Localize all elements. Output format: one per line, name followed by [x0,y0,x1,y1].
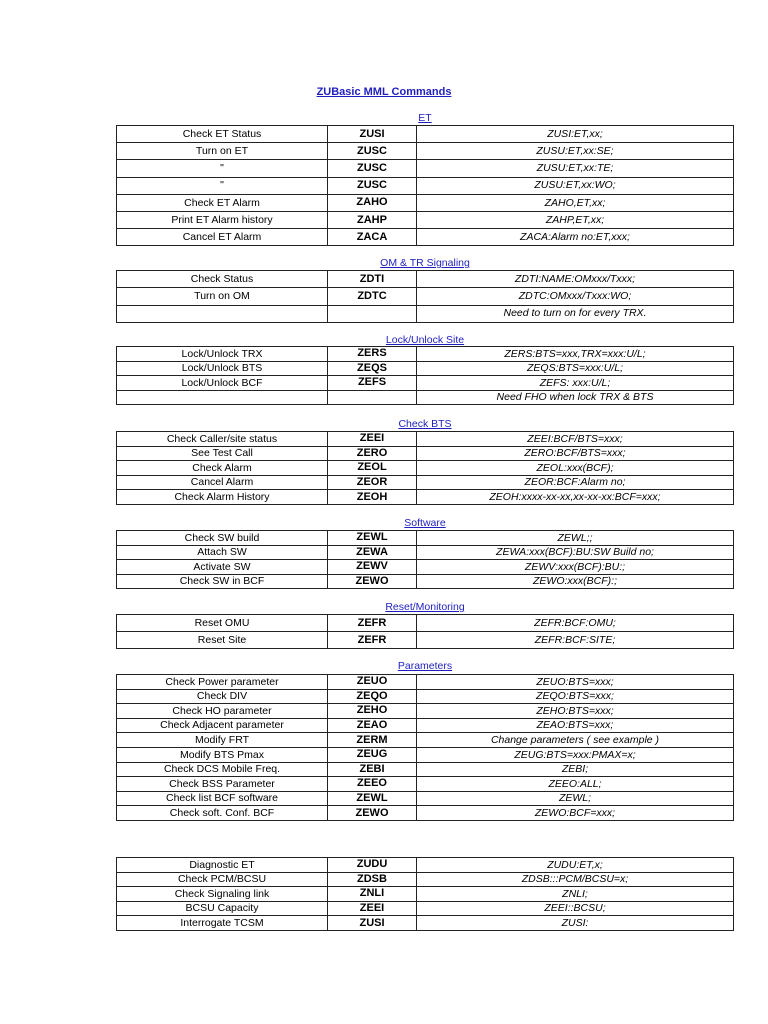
syntax-cell: ZUSI: [417,916,734,931]
table-row [117,271,734,288]
table-row [117,143,734,160]
syntax-cell: ZEEO:ALL; [417,777,734,792]
table-row [117,632,734,649]
command-cell: ZEUG [328,747,417,762]
syntax-cell: Change parameters ( see example ) [417,733,734,748]
description-cell: Check soft. Conf. BCF [117,806,328,821]
command-cell: ZEWO [328,806,417,821]
syntax-cell: ZEBI; [417,762,734,777]
syntax-cell: ZEWV:xxx(BCF):BU:; [417,560,734,575]
command-cell: ZEQS [328,361,417,376]
description-cell: Check DCS Mobile Freq. [117,762,328,777]
description-cell: " [117,177,328,194]
command-cell: ZEWL [328,791,417,806]
page-title: ZUBasic MML Commands [316,86,452,98]
table-row [117,490,734,505]
table-row [117,446,734,461]
syntax-cell: ZEWO:BCF=xxx; [417,806,734,821]
command-cell: ZERM [328,733,417,748]
command-cell: ZEOH [328,490,417,505]
table-row [117,574,734,589]
command-cell [328,390,417,405]
command-cell: ZNLI [328,887,417,902]
syntax-cell: ZEEI:BCF/BTS=xxx; [417,432,734,447]
table-row [117,475,734,490]
table-row [117,545,734,560]
syntax-cell: ZEUG:BTS=xxx:PMAX=x; [417,747,734,762]
command-cell: ZEEO [328,777,417,792]
syntax-cell: ZAHO,ET,xx; [417,194,734,211]
command-table [116,431,734,505]
syntax-cell: ZDTC:OMxxx/Txxx:WO; [417,288,734,305]
syntax-cell: ZEFS: xxx:U/L; [417,376,734,391]
description-cell: Check BSS Parameter [117,777,328,792]
command-table [116,857,734,931]
command-cell: ZEHO [328,704,417,719]
description-cell: Check ET Alarm [117,194,328,211]
description-cell: Lock/Unlock BCF [117,376,328,391]
table-row [117,791,734,806]
command-cell: ZEUO [328,675,417,690]
syntax-cell: ZEWL;; [417,531,734,546]
table-row [117,762,734,777]
syntax-cell: ZUSU:ET,xx:TE; [417,160,734,177]
syntax-cell: ZACA:Alarm no:ET,xxx; [417,229,734,246]
table-row [117,347,734,362]
syntax-cell: ZEAO:BTS=xxx; [417,718,734,733]
command-table [116,674,734,821]
syntax-cell: ZEWA:xxx(BCF):BU:SW Build no; [417,545,734,560]
description-cell: Check Alarm History [117,490,328,505]
command-cell: ZERO [328,446,417,461]
syntax-cell: ZEFR:BCF:OMU; [417,615,734,632]
table-row [117,733,734,748]
command-cell: ZAHP [328,211,417,228]
syntax-cell: ZUSI:ET,xx; [417,126,734,143]
table-row [117,305,734,322]
command-cell: ZEWV [328,560,417,575]
syntax-cell: Need FHO when lock TRX & BTS [417,390,734,405]
syntax-cell: ZEWL; [417,791,734,806]
description-cell: Modify BTS Pmax [117,747,328,762]
command-cell: ZEWL [328,531,417,546]
syntax-cell: ZEUO:BTS=xxx; [417,675,734,690]
description-cell: Check Status [117,271,328,288]
table-row [117,901,734,916]
command-cell: ZDSB [328,872,417,887]
table-row [117,531,734,546]
section-heading: Parameters [397,660,453,672]
command-cell: ZUSC [328,177,417,194]
description-cell: Check Power parameter [117,675,328,690]
description-cell: " [117,160,328,177]
command-table [116,530,734,589]
table-row [117,747,734,762]
command-cell: ZEOL [328,461,417,476]
syntax-cell: ZUSU:ET,xx:SE; [417,143,734,160]
table-row [117,675,734,690]
description-cell: Print ET Alarm history [117,211,328,228]
syntax-cell: ZEHO:BTS=xxx; [417,704,734,719]
table-row [117,916,734,931]
syntax-cell: ZEFR:BCF:SITE; [417,632,734,649]
command-cell: ZUSC [328,160,417,177]
command-cell: ZUDU [328,858,417,873]
description-cell: Activate SW [117,560,328,575]
syntax-cell: ZERO:BCF/BTS=xxx; [417,446,734,461]
syntax-cell: ZUDU:ET,x; [417,858,734,873]
syntax-cell: ZEEI::BCSU; [417,901,734,916]
table-row [117,194,734,211]
description-cell: Reset OMU [117,615,328,632]
description-cell: Interrogate TCSM [117,916,328,931]
table-row [117,229,734,246]
table-row [117,361,734,376]
section-heading: Check BTS [398,418,452,430]
syntax-cell: ZERS:BTS=xxx,TRX=xxx:U/L; [417,347,734,362]
description-cell: Cancel ET Alarm [117,229,328,246]
command-cell: ZEQO [328,689,417,704]
description-cell: Turn on ET [117,143,328,160]
syntax-cell: ZEOR:BCF:Alarm no; [417,475,734,490]
description-cell: Cancel Alarm [117,475,328,490]
table-row [117,432,734,447]
description-cell: Check PCM/BCSU [117,872,328,887]
syntax-cell: ZNLI; [417,887,734,902]
command-cell [328,305,417,322]
command-cell: ZERS [328,347,417,362]
section-heading: Software [404,517,446,529]
command-cell: ZEOR [328,475,417,490]
command-table [116,346,734,405]
section-heading: ET [418,112,432,124]
table-row [117,177,734,194]
table-row [117,689,734,704]
table-row [117,858,734,873]
table-row [117,887,734,902]
description-cell: See Test Call [117,446,328,461]
description-cell: Diagnostic ET [117,858,328,873]
syntax-cell: ZEQS:BTS=xxx:U/L; [417,361,734,376]
command-cell: ZEAO [328,718,417,733]
table-row [117,777,734,792]
command-cell: ZUSI [328,916,417,931]
section-heading: OM & TR Signaling [380,257,470,269]
syntax-cell: Need to turn on for every TRX. [417,305,734,322]
command-table [116,270,734,323]
command-cell: ZACA [328,229,417,246]
description-cell: Lock/Unlock BTS [117,361,328,376]
description-cell [117,305,328,322]
table-row [117,160,734,177]
description-cell: Check ET Status [117,126,328,143]
description-cell: Attach SW [117,545,328,560]
description-cell: Turn on OM [117,288,328,305]
command-cell: ZEWA [328,545,417,560]
description-cell: BCSU Capacity [117,901,328,916]
command-table [116,614,734,649]
syntax-cell: ZEOH:xxxx-xx-xx,xx-xx-xx:BCF=xxx; [417,490,734,505]
syntax-cell: ZEWO:xxx(BCF):; [417,574,734,589]
description-cell: Check Signaling link [117,887,328,902]
command-cell: ZDTC [328,288,417,305]
description-cell: Check Adjacent parameter [117,718,328,733]
table-row [117,704,734,719]
description-cell: Modify FRT [117,733,328,748]
syntax-cell: ZEQO:BTS=xxx; [417,689,734,704]
description-cell: Check Alarm [117,461,328,476]
table-row [117,288,734,305]
table-row [117,211,734,228]
command-table [116,125,734,246]
description-cell: Check Caller/site status [117,432,328,447]
table-row [117,390,734,405]
description-cell [117,390,328,405]
description-cell: Check list BCF software [117,791,328,806]
syntax-cell: ZAHP,ET,xx; [417,211,734,228]
description-cell: Check HO parameter [117,704,328,719]
command-cell: ZEFR [328,632,417,649]
command-cell: ZDTI [328,271,417,288]
syntax-cell: ZUSU:ET,xx:WO; [417,177,734,194]
command-cell: ZAHO [328,194,417,211]
command-cell: ZUSC [328,143,417,160]
command-cell: ZEEI [328,432,417,447]
table-row [117,560,734,575]
description-cell: Lock/Unlock TRX [117,347,328,362]
table-row [117,718,734,733]
command-cell: ZEWO [328,574,417,589]
table-row [117,376,734,391]
description-cell: Check SW in BCF [117,574,328,589]
syntax-cell: ZEOL:xxx(BCF); [417,461,734,476]
command-cell: ZEFS [328,376,417,391]
syntax-cell: ZDSB:::PCM/BCSU=x; [417,872,734,887]
command-cell: ZEFR [328,615,417,632]
description-cell: Reset Site [117,632,328,649]
table-row [117,126,734,143]
section-heading: Lock/Unlock Site [385,334,465,346]
description-cell: Check SW build [117,531,328,546]
section-heading: Reset/Monitoring [385,601,465,613]
command-cell: ZEBI [328,762,417,777]
command-cell: ZEEI [328,901,417,916]
table-row [117,872,734,887]
syntax-cell: ZDTI:NAME:OMxxx/Txxx; [417,271,734,288]
description-cell: Check DIV [117,689,328,704]
table-row [117,461,734,476]
command-cell: ZUSI [328,126,417,143]
table-row [117,615,734,632]
table-row [117,806,734,821]
